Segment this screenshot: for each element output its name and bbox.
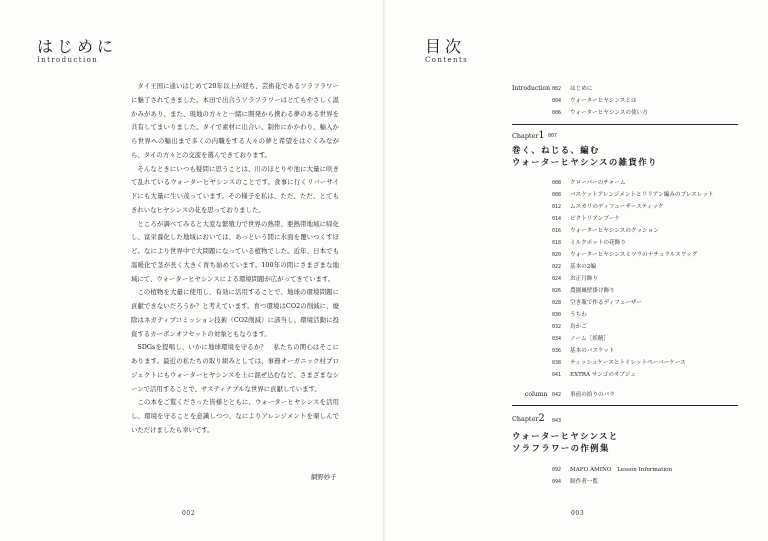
toc-item[interactable]: 092 MAFO AMINO Lesson Information — [552, 467, 673, 473]
intro-paragraph: この本をご覧くださった皆様とともに、ウォーターヒヤシンスを活用し、環境を守ることを意識しつつ、なによりアレンジメントを楽しんでいただけましたら幸いです。 — [131, 398, 339, 434]
author-name: 網野妙子 — [311, 473, 337, 481]
intro-paragraph: SDGsを提唱し、いかに地球環境を守るか？ 私たちの関心はそこにあります。最近の私たちの取り組みとしては、事務オーガニック村プロジェクトにもウォーターヒヤシンスを上に混ぜ込むなど、さまざまなシーンで活用することで、サスティナブルな世界に貢献しています。 — [131, 343, 339, 393]
toc-column-tag: column — [525, 391, 548, 398]
toc-item[interactable]: 034 ノーム［妖精］ — [552, 336, 609, 342]
chapter1-label: Chapter1 — [512, 130, 545, 141]
toc-title: ウォーターヒヤシンスの使い方 — [570, 110, 648, 116]
divider — [512, 405, 738, 406]
chapter2-title[interactable]: ウォーターヒヤシンスと ソラフラワーの作例集 — [512, 431, 619, 453]
toc-item[interactable]: 041 EXTRA サンゴのオブジェ — [552, 372, 636, 378]
contents-title: 目次 — [425, 37, 466, 56]
toc-item[interactable]: 022 基本の2編 — [552, 264, 596, 270]
toc-item[interactable]: 026 農園風壁掛け飾り — [552, 288, 615, 294]
toc-page: 004 — [552, 98, 562, 104]
contents-subtitle: Contents — [425, 56, 469, 64]
intro-body — [131, 80, 339, 438]
toc-title: ウォーターヒヤシンスとは — [570, 98, 637, 104]
intro-subtitle: Introduction — [37, 56, 99, 64]
toc-item-column[interactable]: 042 事前の拾りのバラ — [552, 392, 615, 398]
toc-item[interactable]: 016 ウォーターヒヤシンスのクッション — [552, 228, 659, 234]
toc-item[interactable]: 008 バスケットアレンジメントとリリアン編みのブレスレット — [552, 192, 714, 198]
toc-item[interactable] — [552, 109, 648, 117]
toc-item[interactable] — [552, 97, 637, 105]
toc-item[interactable]: 018 ミルクポットの花飾り — [552, 240, 626, 246]
chapter2-number: 2 — [538, 413, 545, 424]
intro-title: はじめに — [37, 37, 118, 56]
toc-item[interactable]: 032 鳥かご — [552, 324, 587, 330]
intro-paragraph: この植物を大量に使用し、有効に活用することで、地球の環境問題に貢献できないだろうか？と考えています。育つ環境はCO2の削減に、廃除はネガティブコミッション技術（CO2削減）に該当し、環境活動に投資するカーボンオフセットの対象ともなります。 — [131, 288, 339, 338]
chapter2-page: 043 — [552, 418, 562, 424]
toc-item[interactable]: 038 ティッシュケースとトイレットペーパーケース — [552, 360, 686, 366]
toc-intro-tag: Introduction — [512, 85, 550, 92]
toc-page: 006 — [552, 110, 562, 116]
divider — [512, 124, 738, 125]
toc-item[interactable]: 014 ピクトリアンブーケ — [552, 216, 620, 222]
page-number-left: 002 — [182, 510, 196, 517]
toc-item[interactable]: 094 制作者一覧 — [552, 479, 598, 485]
intro-paragraph: ところが調べてみると大変な繁殖力で世界の熱帯、亜熱帯地域に帰化し、富栄養化した地域においては、あっという間に水面を覆いつくすほど。なにより世界中で大問題になっている植物でした。近年、日本でも温暖化で茎が長く大きく育ち始めています。100年の間にさまざまな地域にて、ウォーターヒヤシンスによる環境問題が広がってきています。 — [131, 219, 339, 283]
left-page — [0, 0, 383, 541]
chapter2-label: Chapter2 — [512, 413, 545, 424]
toc-item[interactable]: 030 うちわ — [552, 312, 587, 318]
chapter1-page: 007 — [548, 133, 558, 139]
intro-paragraph: タイ王国に通いはじめて20年以上が経ち、芸術花であるソラフラワーに魅了されてきました。本田で出合うソラフラワーはとてもやさしく温かみがあり、また、現地の方々と一緒に開発から携わる夢のある世界を共有してまいりました。タイで素材に出合い、制作にかかわり、輸入から世界への輸出まで多くの内職をする人々の夢と希望をはぐくみながら、タイの方々との交流を選んできております。 — [131, 82, 339, 159]
toc-item[interactable]: 028 空き瓶で作るディフューザー — [552, 300, 642, 306]
chapter1-title[interactable]: 巻く、ねじる、編む ウォーターヒヤシンスの雑貨作り — [512, 145, 658, 167]
toc-title: はじめに — [570, 86, 593, 92]
toc-item[interactable]: 020 ウォーターヒヤシンスミツラのナチュラルスワッグ — [552, 252, 698, 258]
toc-page: 002 — [552, 86, 562, 92]
toc-item[interactable]: 036 基本のバスケット — [552, 348, 615, 354]
toc-item[interactable]: 012 ムスカリのディフューザースティック — [552, 204, 664, 210]
page-number-right: 003 — [571, 510, 585, 517]
toc-item[interactable] — [552, 85, 592, 93]
chapter1-number: 1 — [538, 130, 545, 141]
intro-paragraph: そんなときにいつも疑問に思うことは、川のほとりや池に大量に咲きて乱れているウォーターヒヤシンスのことです。食事に行くリバーサイドにも大量に生い茂っています。その様子を私は、ただ、ただ、とてもきれいなヒヤシンスの花を思っておりました。 — [131, 164, 339, 214]
right-page — [385, 0, 768, 541]
toc-item[interactable]: 024 お正月飾り — [552, 276, 598, 282]
toc-item[interactable]: 008 クローバーのチャーム — [552, 180, 626, 186]
